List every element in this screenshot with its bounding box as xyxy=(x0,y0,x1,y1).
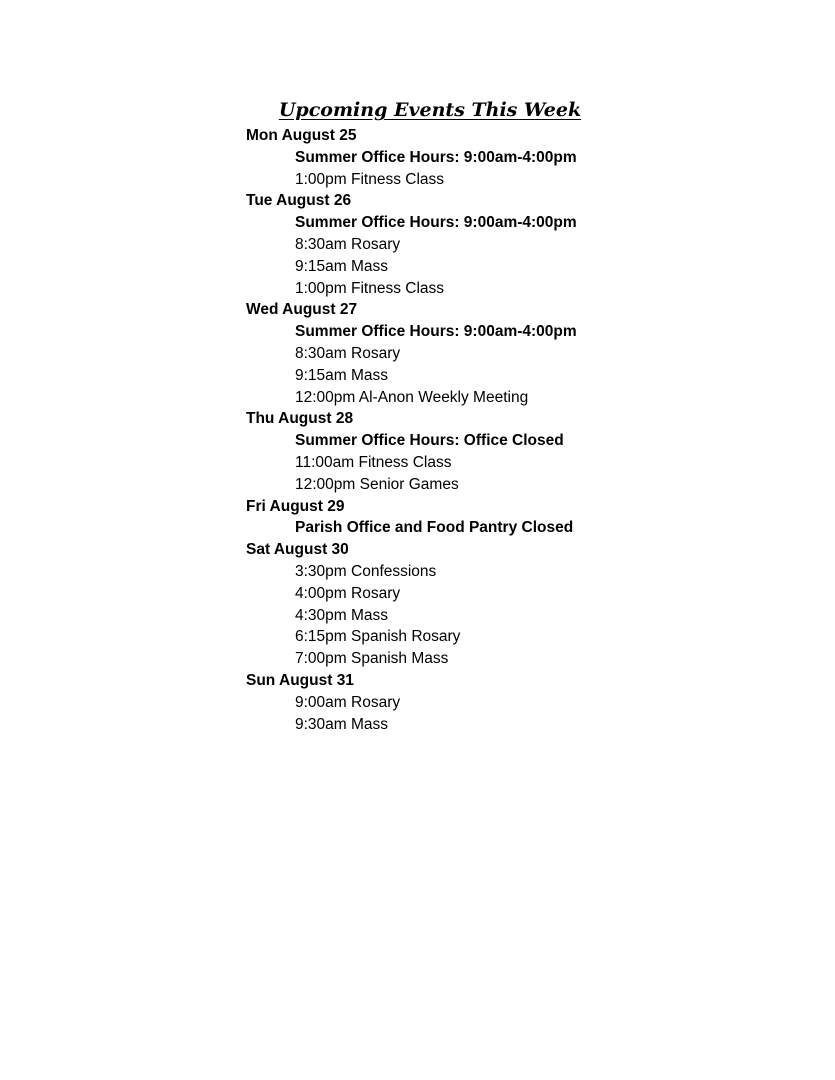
day-heading: Thu August 28 xyxy=(246,410,354,428)
day-heading: Mon August 25 xyxy=(246,127,357,144)
event-item: 12:00pm Al-Anon Weekly Meeting xyxy=(295,388,529,406)
event-item: 3:30pm Confessions xyxy=(295,562,437,580)
event-item: 4:30pm Mass xyxy=(295,606,389,624)
event-item: 1:00pm Fitness Class xyxy=(295,170,445,188)
day-heading: Fri August 29 xyxy=(246,497,345,515)
event-item: 9:00am Rosary xyxy=(295,693,401,711)
event-item: Summer Office Hours: 9:00am-4:00pm xyxy=(295,148,577,166)
event-item: 11:00am Fitness Class xyxy=(295,453,452,471)
event-schedule xyxy=(246,125,766,735)
event-item: Parish Office and Food Pantry Closed xyxy=(295,519,574,537)
event-item: 8:30am Rosary xyxy=(295,235,401,253)
day-heading: Tue August 26 xyxy=(246,192,352,210)
event-item: 6:15pm Spanish Rosary xyxy=(295,628,461,646)
day-heading: Wed August 27 xyxy=(246,301,358,319)
event-item: 9:30am Mass xyxy=(295,715,389,733)
event-item: 7:00pm Spanish Mass xyxy=(295,650,449,668)
event-item: Summer Office Hours: 9:00am-4:00pm xyxy=(295,323,577,341)
event-item: 4:00pm Rosary xyxy=(295,584,401,602)
event-item: 12:00pm Senior Games xyxy=(295,475,459,493)
event-item: 9:15am Mass xyxy=(295,366,389,384)
day-heading: Sat August 30 xyxy=(246,541,349,559)
event-item: 1:00pm Fitness Class xyxy=(295,279,445,297)
event-item: Summer Office Hours: Office Closed xyxy=(295,432,564,450)
page-title: Upcoming Events This Week xyxy=(278,99,582,121)
day-heading: Sun August 31 xyxy=(246,671,354,689)
event-item: 9:15am Mass xyxy=(295,257,389,275)
event-item: 8:30am Rosary xyxy=(295,344,401,362)
event-item: Summer Office Hours: 9:00am-4:00pm xyxy=(295,214,577,232)
